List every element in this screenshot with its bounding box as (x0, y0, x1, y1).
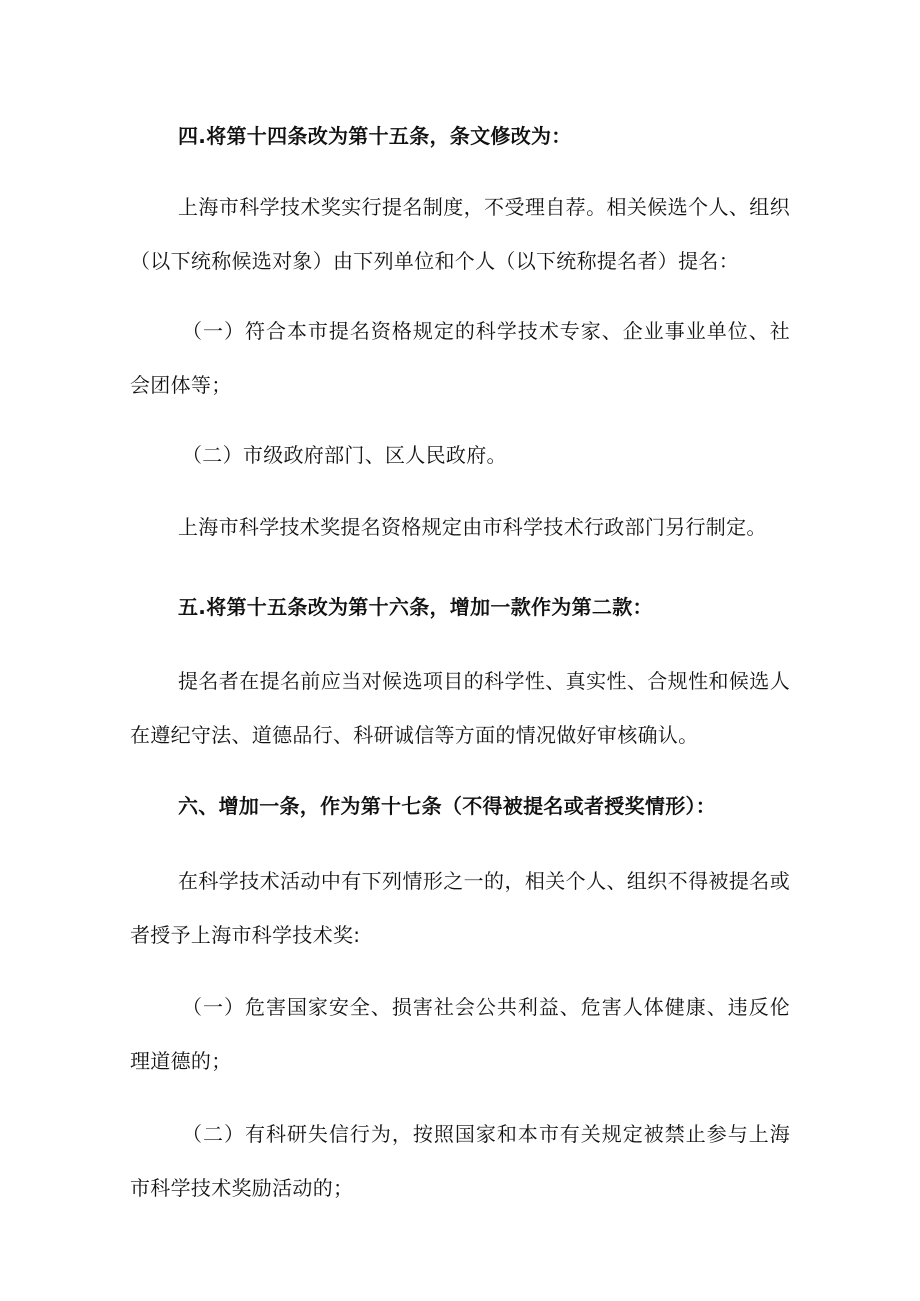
list-item-2-government: （二）市级政府部门、区人民政府。 (182, 443, 507, 467)
section-heading-5: 五.将第十五条改为第十六条，增加一款作为第二款： (178, 595, 653, 619)
section-heading-6: 六、增加一条，作为第十七条（不得被提名或者授奖情形）： (178, 794, 717, 818)
body-paragraph-nomination-system: 上海市科学技术奖实行提名制度，不受理自荐。相关候选个人、组织（以下统称候选对象）由下列单位和个人（以下统称提名者）提名： (130, 195, 790, 273)
list-item-2-misconduct: （二）有科研失信行为，按照国家和本市有关规定被禁止参与上海市科学技术奖励活动的； (130, 1122, 790, 1200)
body-paragraph-review: 提名者在提名前应当对候选项目的科学性、真实性、合规性和候选人在遵纪守法、道德品行、科研诚信等方面的情况做好审核确认。 (130, 669, 790, 747)
list-item-1-harm: （一）危害国家安全、损害社会公共利益、危害人体健康、违反伦理道德的； (130, 995, 790, 1073)
body-paragraph-exclusion: 在科学技术活动中有下列情形之一的，相关个人、组织不得被提名或者授予上海市科学技术奖: (130, 869, 790, 947)
list-item-1-experts: （一）符合本市提名资格规定的科学技术专家、企业事业单位、社会团体等； (130, 319, 790, 397)
section-heading-4: 四.将第十四条改为第十五条，条文修改为： (178, 124, 572, 148)
body-paragraph-qualification: 上海市科学技术奖提名资格规定由市科学技术行政部门另行制定。 (178, 515, 767, 539)
